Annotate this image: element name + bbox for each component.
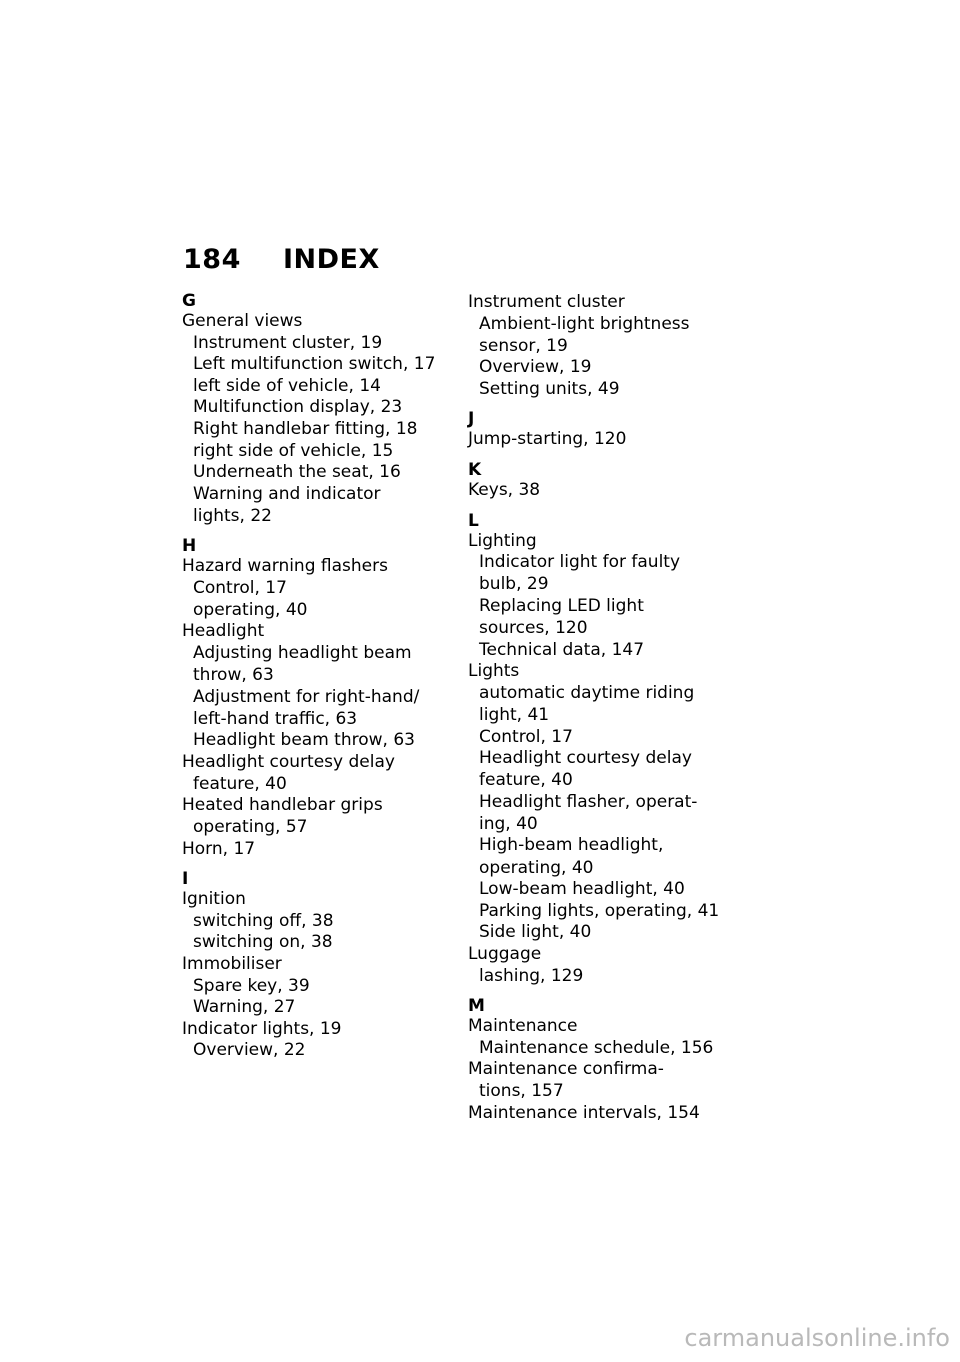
index-entry: Maintenance bbox=[468, 1016, 578, 1037]
index-subentry: Underneath the seat, 16 bbox=[193, 462, 401, 483]
index-subentry: Adjustment for right-hand/ bbox=[193, 686, 420, 707]
index-letter-heading: G bbox=[182, 291, 196, 311]
index-subentry: Right handlebar fitting, 18 bbox=[193, 418, 418, 439]
index-letter-heading: M bbox=[468, 996, 485, 1017]
index-entry-continuation: left-hand traffic, 63 bbox=[193, 708, 358, 729]
index-entry: Maintenance confirma- bbox=[468, 1059, 664, 1080]
index-entry-continuation: feature, 40 bbox=[479, 770, 573, 791]
index-entry: Horn, 17 bbox=[182, 838, 256, 859]
index-entry: Keys, 38 bbox=[468, 480, 541, 501]
index-subentry: High-beam headlight, bbox=[479, 835, 664, 856]
page-title: INDEX bbox=[283, 244, 380, 275]
index-subentry: switching off, 38 bbox=[193, 910, 334, 931]
index-letter-heading: K bbox=[468, 460, 482, 481]
index-subentry: Overview, 19 bbox=[479, 357, 592, 378]
index-subentry: Spare key, 39 bbox=[193, 975, 310, 996]
index-subentry: Instrument cluster, 19 bbox=[193, 332, 383, 353]
index-entry-continuation: bulb, 29 bbox=[479, 574, 549, 595]
index-letter-heading: L bbox=[468, 510, 479, 531]
index-subentry: Low-beam headlight, 40 bbox=[479, 879, 685, 900]
index-entry-continuation: sensor, 19 bbox=[479, 335, 568, 356]
index-entry-continuation: lights, 22 bbox=[193, 505, 272, 526]
index-subentry: operating, 57 bbox=[193, 817, 308, 838]
index-subentry: switching on, 38 bbox=[193, 932, 333, 953]
index-subentry: Headlight courtesy delay bbox=[479, 748, 692, 769]
index-subentry: operating, 40 bbox=[193, 599, 308, 620]
index-column-left bbox=[182, 292, 462, 1062]
index-entry: Lighting bbox=[468, 530, 537, 551]
index-subentry: Ambient-light brightness bbox=[479, 313, 690, 334]
index-entry-continuation: sources, 120 bbox=[479, 618, 588, 639]
index-subentry: Warning and indicator bbox=[193, 483, 381, 504]
index-subentry: left side of vehicle, 14 bbox=[193, 375, 381, 396]
index-entry: Ignition bbox=[182, 889, 246, 910]
index-subentry: Technical data, 147 bbox=[479, 639, 645, 660]
index-entry: Instrument cluster bbox=[468, 292, 625, 312]
index-subentry: Control, 17 bbox=[479, 726, 573, 747]
index-letter-heading: I bbox=[182, 869, 189, 890]
index-entry: Maintenance intervals, 154 bbox=[468, 1103, 700, 1123]
index-subentry: Setting units, 49 bbox=[479, 378, 620, 399]
index-subentry: Side light, 40 bbox=[479, 922, 592, 943]
index-subentry: Headlight beam throw, 63 bbox=[193, 730, 415, 751]
index-entry: Lights bbox=[468, 661, 520, 682]
index-column-right bbox=[468, 292, 748, 1125]
page-number: 184 bbox=[183, 244, 241, 275]
index-entry-continuation: tions, 157 bbox=[479, 1081, 564, 1102]
index-entry-continuation: operating, 40 bbox=[479, 857, 594, 878]
index-subentry: lashing, 129 bbox=[479, 965, 584, 986]
index-entry: Headlight courtesy delay bbox=[182, 751, 395, 772]
index-subentry: Parking lights, operating, 41 bbox=[479, 900, 720, 921]
index-subentry: Overview, 22 bbox=[193, 1040, 306, 1061]
index-letter-heading: H bbox=[182, 536, 197, 557]
index-entry: General views bbox=[182, 311, 303, 331]
index-entry: Hazard warning flashers bbox=[182, 556, 388, 577]
index-entry: Indicator lights, 19 bbox=[182, 1018, 342, 1039]
index-subentry: Left multifunction switch, 17 bbox=[193, 354, 436, 375]
index-entry-continuation: feature, 40 bbox=[193, 773, 287, 794]
index-subentry: Indicator light for faulty bbox=[479, 552, 681, 573]
index-entry: Heated handlebar grips bbox=[182, 795, 383, 816]
index-entry: Jump-starting, 120 bbox=[468, 429, 627, 450]
index-entry-continuation: throw, 63 bbox=[193, 664, 274, 685]
index-subentry: Maintenance schedule, 156 bbox=[479, 1037, 714, 1058]
index-letter-heading: J bbox=[468, 409, 475, 430]
index-subentry: Replacing LED light bbox=[479, 595, 644, 616]
index-subentry: Control, 17 bbox=[193, 578, 287, 599]
index-entry: Immobiliser bbox=[182, 954, 282, 975]
index-entry: Headlight bbox=[182, 621, 265, 642]
index-subentry: automatic daytime riding bbox=[479, 682, 695, 703]
index-entry-continuation: ing, 40 bbox=[479, 813, 538, 834]
index-entry-continuation: light, 41 bbox=[479, 704, 550, 725]
page-header bbox=[183, 243, 380, 277]
index-subentry: right side of vehicle, 15 bbox=[193, 440, 394, 461]
index-subentry: Multifunction display, 23 bbox=[193, 397, 403, 418]
index-entry: Luggage bbox=[468, 943, 542, 964]
index-subentry: Warning, 27 bbox=[193, 997, 296, 1018]
watermark: carmanualsonline.info bbox=[684, 1324, 950, 1352]
index-subentry: Headlight flasher, operat- bbox=[479, 791, 698, 812]
index-subentry: Adjusting headlight beam bbox=[193, 642, 412, 663]
